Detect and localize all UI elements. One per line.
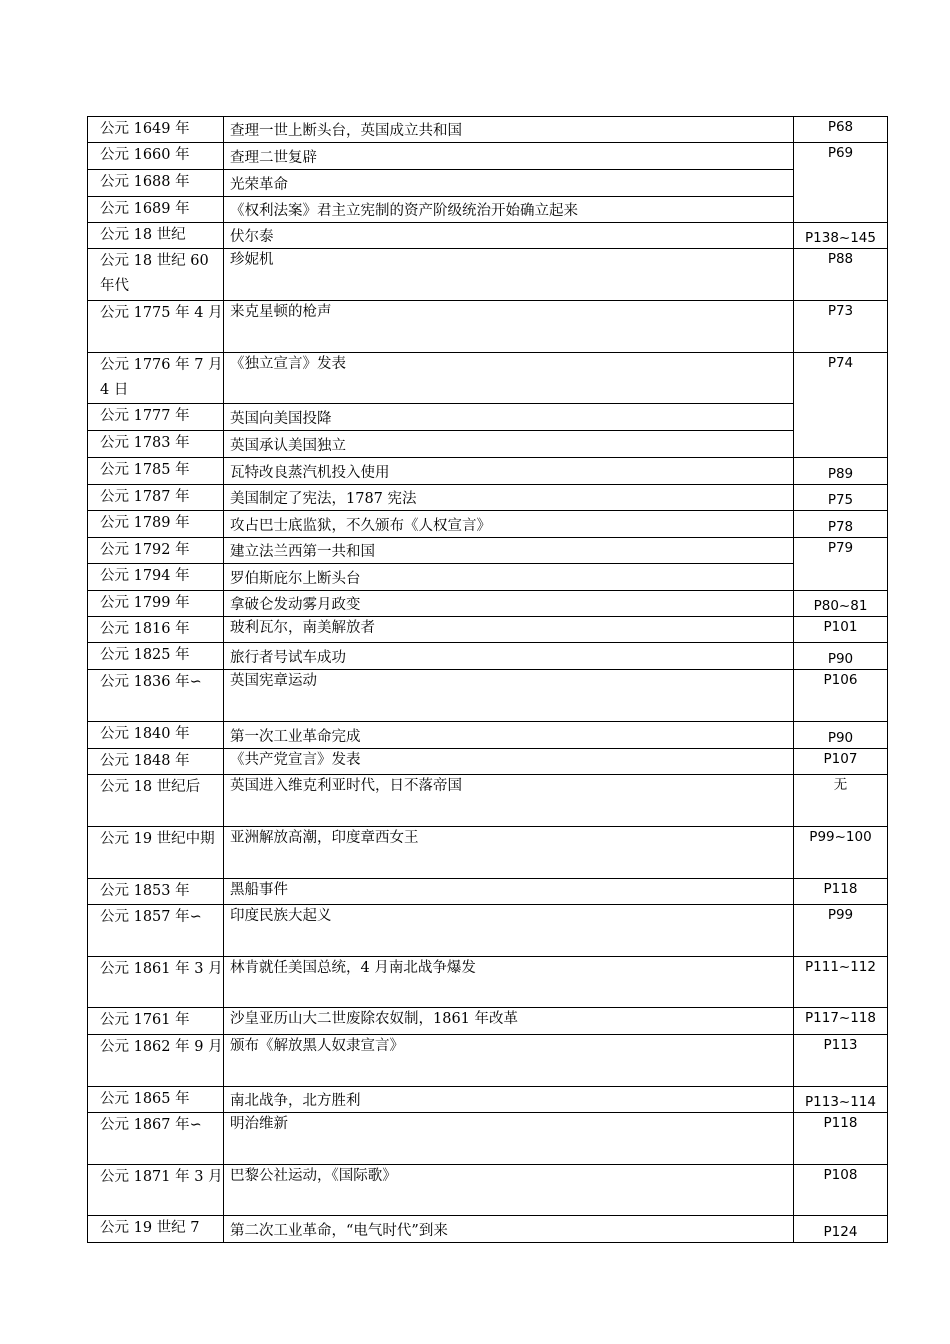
date-cell: 公元 1816 年 <box>88 617 224 643</box>
event-cell: 玻利瓦尔，南美解放者 <box>224 617 794 643</box>
event-cell: 英国进入维克利亚时代，日不落帝国 <box>224 775 794 827</box>
event-cell: 查理一世上断头台，英国成立共和国 <box>224 117 794 143</box>
table-row <box>88 170 888 197</box>
table-row <box>88 538 888 564</box>
event-cell: 珍妮机 <box>224 249 794 301</box>
table-row <box>88 1008 888 1035</box>
table-row <box>88 143 888 170</box>
date-cell: 公元 1776 年 7 月 4 日 <box>88 353 224 404</box>
event-cell: 《权利法案》君主立宪制的资产阶级统治开始确立起来 <box>224 197 794 223</box>
event-cell: 印度民族大起义 <box>224 905 794 957</box>
event-cell: 瓦特改良蒸汽机投入使用 <box>224 458 794 485</box>
event-cell: 黑船事件 <box>224 879 794 905</box>
date-cell: 公元 19 世纪中期 <box>88 827 224 879</box>
table-row <box>88 827 888 879</box>
page-ref-cell: P99~100 <box>794 827 888 879</box>
page-ref-cell: P79 <box>794 538 888 591</box>
table-row <box>88 511 888 538</box>
event-cell: 罗伯斯庇尔上断头台 <box>224 564 794 591</box>
event-cell: 英国承认美国独立 <box>224 431 794 458</box>
page-ref-cell: P106 <box>794 670 888 722</box>
event-cell: 南北战争，北方胜利 <box>224 1087 794 1113</box>
table-row <box>88 617 888 643</box>
table-row <box>88 957 888 1008</box>
table-row <box>88 1113 888 1165</box>
event-cell: 颁布《解放黑人奴隶宣言》 <box>224 1035 794 1087</box>
page-ref-cell: P78 <box>794 511 888 538</box>
event-cell: 亚洲解放高潮，印度章西女王 <box>224 827 794 879</box>
date-cell: 公元 1799 年 <box>88 591 224 617</box>
event-cell: 明治维新 <box>224 1113 794 1165</box>
table-row <box>88 353 888 404</box>
table-row <box>88 485 888 511</box>
date-cell: 公元 1848 年 <box>88 749 224 775</box>
page-ref-cell: P108 <box>794 1165 888 1216</box>
event-cell: 第一次工业革命完成 <box>224 722 794 749</box>
event-cell: 林肯就任美国总统，4 月南北战争爆发 <box>224 957 794 1008</box>
table-row <box>88 591 888 617</box>
event-cell: 建立法兰西第一共和国 <box>224 538 794 564</box>
date-cell: 公元 1840 年 <box>88 722 224 749</box>
page-ref-cell: P69 <box>794 143 888 223</box>
event-cell: 美国制定了宪法，1787 宪法 <box>224 485 794 511</box>
event-cell: 英国宪章运动 <box>224 670 794 722</box>
table-row <box>88 223 888 249</box>
page-ref-cell: P90 <box>794 722 888 749</box>
table-row <box>88 749 888 775</box>
event-cell: 第二次工业革命，“电气时代”到来 <box>224 1216 794 1243</box>
date-cell: 公元 19 世纪 7 <box>88 1216 224 1243</box>
date-cell: 公元 1689 年 <box>88 197 224 223</box>
date-cell: 公元 1862 年 9 月 <box>88 1035 224 1087</box>
table-row <box>88 775 888 827</box>
table-row <box>88 301 888 353</box>
page-ref-cell: P80~81 <box>794 591 888 617</box>
page-ref-cell: P88 <box>794 249 888 301</box>
date-cell: 公元 1649 年 <box>88 117 224 143</box>
table-row <box>88 431 888 458</box>
page-ref-cell: P107 <box>794 749 888 775</box>
page-ref-cell: P113 <box>794 1035 888 1087</box>
date-cell: 公元 1836 年∽ <box>88 670 224 722</box>
date-cell: 公元 1792 年 <box>88 538 224 564</box>
table-row <box>88 670 888 722</box>
date-cell: 公元 1794 年 <box>88 564 224 591</box>
date-cell: 公元 1789 年 <box>88 511 224 538</box>
event-cell: 英国向美国投降 <box>224 404 794 431</box>
date-cell: 公元 1867 年∽ <box>88 1113 224 1165</box>
table-row <box>88 643 888 670</box>
date-cell: 公元 1861 年 3 月 <box>88 957 224 1008</box>
page-ref-cell: P113~114 <box>794 1087 888 1113</box>
event-cell: 伏尔泰 <box>224 223 794 249</box>
page-ref-cell: P68 <box>794 117 888 143</box>
table-row <box>88 879 888 905</box>
event-cell: 攻占巴士底监狱，不久颁布《人权宣言》 <box>224 511 794 538</box>
event-cell: 巴黎公社运动，《国际歌》 <box>224 1165 794 1216</box>
table-row <box>88 722 888 749</box>
page-ref-cell: P138~145 <box>794 223 888 249</box>
date-cell: 公元 1775 年 4 月 <box>88 301 224 353</box>
date-cell: 公元 1857 年∽ <box>88 905 224 957</box>
event-cell: 拿破仑发动雾月政变 <box>224 591 794 617</box>
table-row <box>88 1087 888 1113</box>
event-cell: 查理二世复辟 <box>224 143 794 170</box>
date-cell: 公元 1785 年 <box>88 458 224 485</box>
date-cell: 公元 1871 年 3 月 <box>88 1165 224 1216</box>
event-cell: 来克星顿的枪声 <box>224 301 794 353</box>
date-cell: 公元 1853 年 <box>88 879 224 905</box>
table-row <box>88 1035 888 1087</box>
history-timeline-table <box>87 116 888 1243</box>
table-row <box>88 1165 888 1216</box>
date-cell: 公元 1777 年 <box>88 404 224 431</box>
page-ref-cell: P74 <box>794 353 888 458</box>
table-row <box>88 249 888 301</box>
event-cell: 光荣革命 <box>224 170 794 197</box>
date-cell: 公元 1787 年 <box>88 485 224 511</box>
table-row <box>88 197 888 223</box>
date-cell: 公元 1660 年 <box>88 143 224 170</box>
page-ref-cell: P89 <box>794 458 888 485</box>
page-ref-cell: P73 <box>794 301 888 353</box>
page-ref-cell: P124 <box>794 1216 888 1243</box>
date-cell: 公元 1688 年 <box>88 170 224 197</box>
page-ref-cell: P111~112 <box>794 957 888 1008</box>
date-cell: 公元 18 世纪 60 年代 <box>88 249 224 301</box>
event-cell: 沙皇亚历山大二世废除农奴制，1861 年改革 <box>224 1008 794 1035</box>
event-cell: 《独立宣言》发表 <box>224 353 794 404</box>
table-row <box>88 404 888 431</box>
event-cell: 《共产党宣言》发表 <box>224 749 794 775</box>
page-ref-cell: P101 <box>794 617 888 643</box>
date-cell: 公元 1783 年 <box>88 431 224 458</box>
table-row <box>88 117 888 143</box>
page-ref-cell: P117~118 <box>794 1008 888 1035</box>
page-ref-cell: P90 <box>794 643 888 670</box>
date-cell: 公元 1865 年 <box>88 1087 224 1113</box>
date-cell: 公元 18 世纪 <box>88 223 224 249</box>
page-ref-cell: P118 <box>794 1113 888 1165</box>
table-row <box>88 1216 888 1243</box>
event-cell: 旅行者号试车成功 <box>224 643 794 670</box>
page-ref-cell: P118 <box>794 879 888 905</box>
table-row <box>88 905 888 957</box>
date-cell: 公元 1825 年 <box>88 643 224 670</box>
date-cell: 公元 18 世纪后 <box>88 775 224 827</box>
table-row <box>88 458 888 485</box>
page-ref-cell: P99 <box>794 905 888 957</box>
table-row <box>88 564 888 591</box>
page-ref-cell: 无 <box>794 775 888 827</box>
date-cell: 公元 1761 年 <box>88 1008 224 1035</box>
page-ref-cell: P75 <box>794 485 888 511</box>
